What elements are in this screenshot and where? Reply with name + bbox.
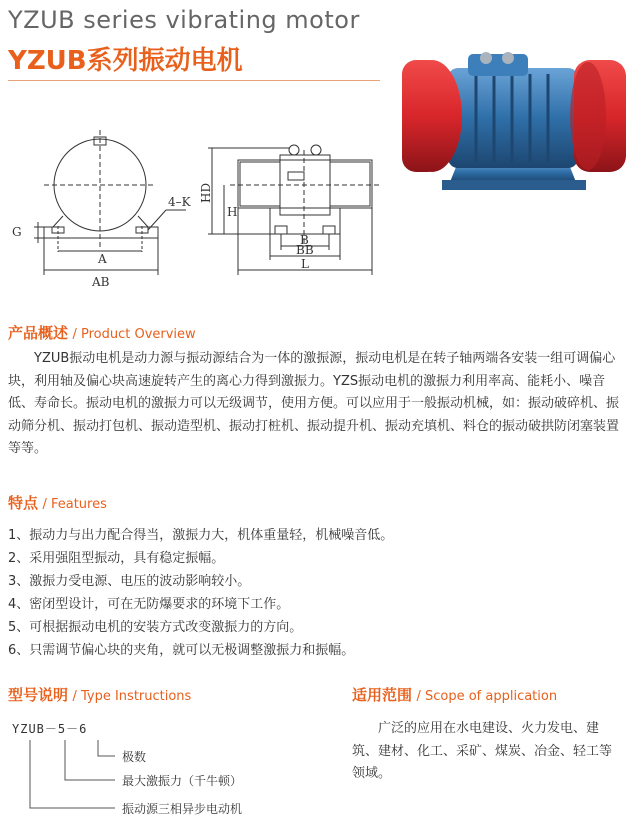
scope-text: 广泛的应用在水电建设、火力发电、建筑、建材、化工、采矿、煤炭、冶金、轻工等领域。 [352,721,613,781]
type-item-source: 振动源三相异步电动机 [122,802,243,816]
label-h: H [227,205,238,219]
label-b: B [300,233,309,247]
overview-heading [8,322,196,343]
type-heading [8,684,191,705]
front-view [34,130,186,275]
type-heading-cn: 型号说明 [8,686,69,704]
label-a: A [98,252,107,266]
overview-heading-en: / Product Overview [72,327,196,342]
scope-heading [352,684,557,705]
label-l: L [301,257,309,271]
type-heading-en: / Type Instructions [72,689,192,704]
type-code: YZUB－5－6 [12,722,88,736]
dimension-drawing [8,130,388,295]
type-item-poles: 极数 [122,750,147,764]
label-bb: BB [296,243,314,257]
feature-item: 5、可根据振动电机的安装方式改变激振力的方向。 [8,620,303,635]
title-english: YZUB series vibrating motor [8,6,360,34]
label-4k: 4–K [168,195,191,209]
overview-text: YZUB振动电机是动力源与振动源结合为一体的激振源，振动电机是在转子轴两端各安装一组可调偏心块，利用轴及偏心块高速旋转产生的离心力得到激振力。YZS振动电机的激振力利用率高、能耗小、噪音低、寿命长。振动电机的激振力可以无级调节，使用方便。可以应用于一般振动机械，如：振动破碎机、振动筛分机、振动打包机、振动造型机、振动打桩机、振动提升机、振动充填机、料仓的振动破拱防闭塞装置等等。 [8,351,620,456]
feature-item: 3、激振力受电源、电压的波动影响较小。 [8,574,251,589]
feature-item: 4、密闭型设计，可在无防爆要求的环境下工作。 [8,597,290,612]
type-item-force: 最大激振力（千牛顿） [122,774,243,788]
scope-heading-en: / Scope of application [416,689,558,704]
features-heading-en: / Features [42,497,107,512]
feature-item: 2、采用强阻型振动，具有稳定振幅。 [8,551,225,566]
features-heading [8,492,107,513]
motor-photo [398,44,630,199]
scope-heading-cn: 适用范围 [352,686,413,704]
title-chinese: YZUB系列振动电机 [8,46,243,76]
label-g: G [12,225,22,239]
type-leader-lines [20,738,130,820]
label-ab: AB [92,275,110,289]
overview-heading-cn: 产品概述 [8,324,69,342]
label-hd: HD [199,182,213,203]
feature-item: 6、只需调节偏心块的夹角，就可以无极调整激振力和振幅。 [8,643,355,658]
feature-item: 1、振动力与出力配合得当，激振力大，机体重量轻，机械噪音低。 [8,528,394,543]
features-heading-cn: 特点 [8,494,39,512]
title-divider [8,80,380,81]
